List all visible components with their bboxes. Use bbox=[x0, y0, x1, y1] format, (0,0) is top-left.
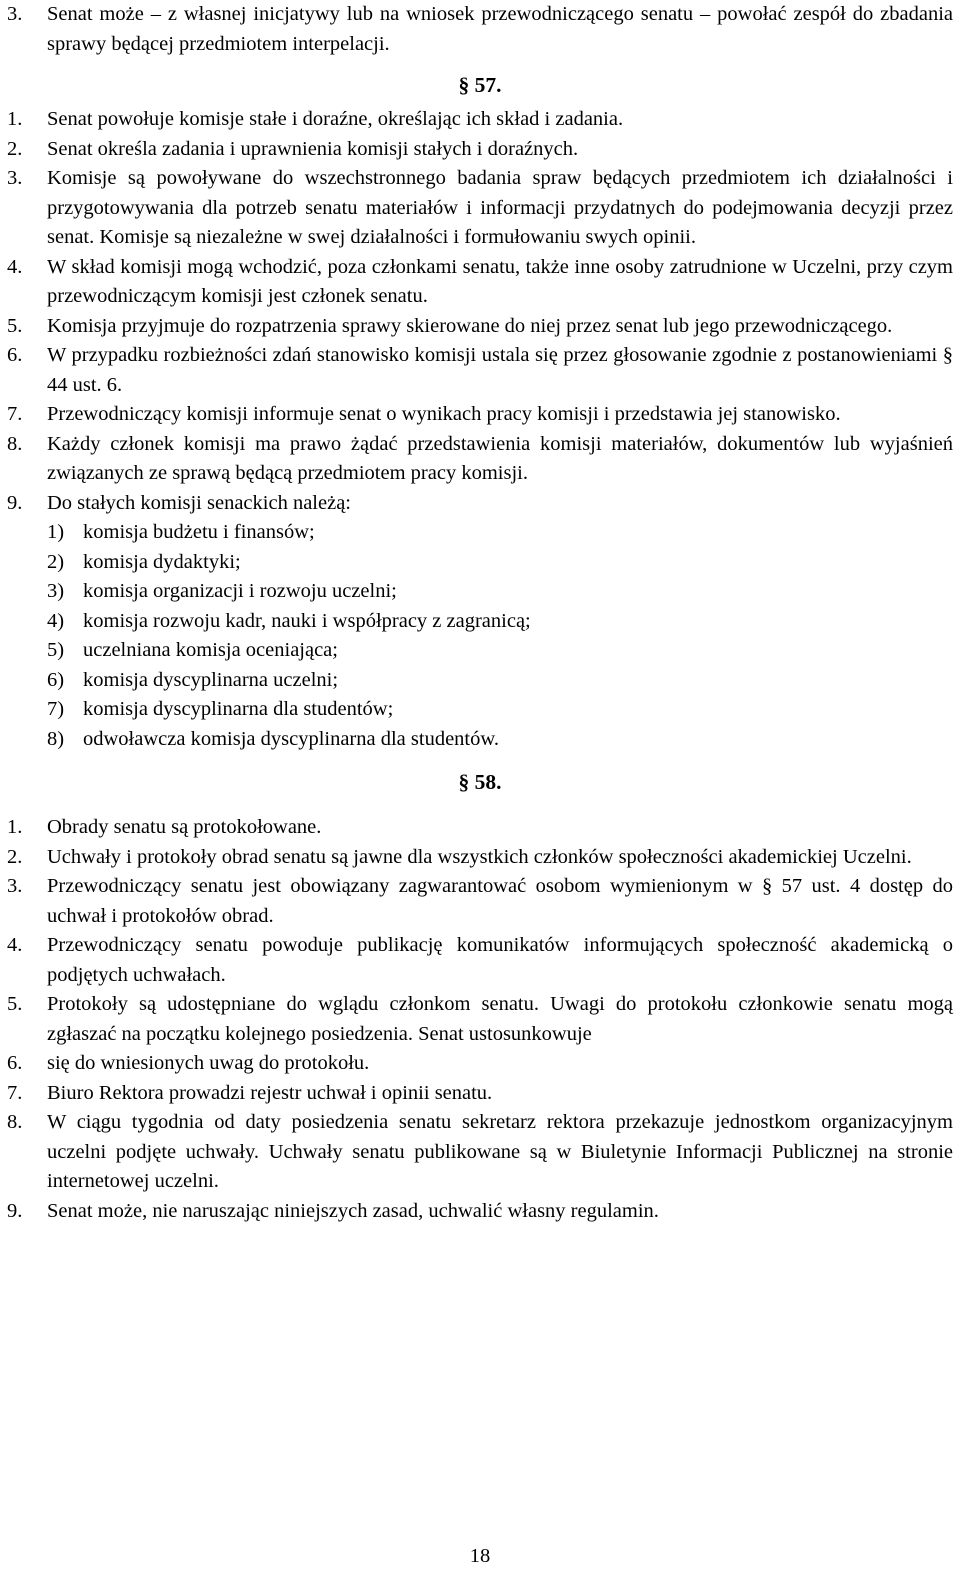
sub-item-number: 1) bbox=[47, 521, 65, 543]
item-number: 5. bbox=[7, 314, 23, 337]
item-text: Przewodniczący senatu jest obowiązany zagwarantować osobom wymienionym w § 57 ust. 4 dostęp do uchwał i protokołów obrad. bbox=[47, 875, 953, 927]
sub-list-item bbox=[7, 666, 953, 696]
list-item bbox=[7, 1049, 953, 1079]
list-item bbox=[7, 0, 953, 59]
item-text: Każdy członek komisji ma prawo żądać przedstawienia komisji materiałów, dokumentów lub wyjaśnień związanych ze sprawą będącą przedmiotem pracy komisji. bbox=[47, 432, 953, 484]
item-text: Senat może, nie naruszając niniejszych zasad, uchwalić własny regulamin. bbox=[47, 1199, 659, 1222]
list-item bbox=[7, 135, 953, 165]
item-text: Senat może – z własnej inicjatywy lub na wniosek przewodniczącego senatu – powołać zespół do zbadania sprawy będącej przedmiotem interpelacji. bbox=[47, 3, 953, 55]
list-item bbox=[7, 1197, 953, 1227]
list-item bbox=[7, 400, 953, 430]
sub-item-text: komisja organizacji i rozwoju uczelni; bbox=[83, 580, 397, 602]
list-item bbox=[7, 312, 953, 342]
item-text: Senat określa zadania i uprawnienia komisji stałych i doraźnych. bbox=[47, 137, 579, 160]
item-text: Do stałych komisji senackich należą: bbox=[47, 491, 351, 514]
list-item bbox=[7, 430, 953, 489]
sub-item-text: komisja budżetu i finansów; bbox=[83, 521, 315, 543]
item-number: 8. bbox=[7, 1111, 23, 1133]
sub-item-text: komisja rozwoju kadr, nauki i współpracy z zagranicą; bbox=[83, 609, 531, 632]
list-item bbox=[7, 253, 953, 312]
list-item bbox=[7, 813, 953, 843]
item-number: 5. bbox=[7, 993, 23, 1015]
sub-item-text: komisja dyscyplinarna uczelni; bbox=[83, 668, 339, 691]
sub-item-number: 4) bbox=[47, 609, 65, 632]
sub-list-item bbox=[7, 607, 953, 637]
sub-item-number: 2) bbox=[47, 550, 65, 573]
item-number: 3. bbox=[7, 167, 23, 189]
item-text: Przewodniczący senatu powoduje publikację komunikatów informujących społeczność akademicką o podjętych uchwałach. bbox=[47, 934, 953, 986]
item-text: Uchwały i protokoły obrad senatu są jawne dla wszystkich członków społeczności akademickiej Uczelni. bbox=[47, 845, 912, 868]
list-item bbox=[7, 105, 953, 135]
item-number: 2. bbox=[7, 845, 23, 868]
paragraph-heading-57: § 57. bbox=[458, 73, 502, 97]
item-number: 7. bbox=[7, 1081, 23, 1104]
list-item bbox=[7, 341, 953, 400]
list-item bbox=[7, 489, 953, 519]
item-number: 3. bbox=[7, 3, 23, 25]
list-item bbox=[7, 872, 953, 931]
item-text: Obrady senatu są protokołowane. bbox=[47, 816, 322, 838]
sub-item-number: 7) bbox=[47, 698, 65, 720]
sub-item-text: odwoławcza komisja dyscyplinarna dla studentów. bbox=[83, 727, 499, 750]
item-number: 1. bbox=[7, 816, 23, 838]
sub-item-text: komisja dydaktyki; bbox=[83, 550, 241, 573]
sub-list-item bbox=[7, 577, 953, 607]
page-number: 18 bbox=[469, 1545, 491, 1567]
item-text: W ciągu tygodnia od daty posiedzenia senatu sekretarz rektora przekazuje jednostkom organizacyjnym uczelni podjęte uchwały. Uchwały senatu publikowane są w Biuletynie Informacji Publicznej na stronie internetowej uczelni. bbox=[47, 1111, 953, 1192]
paragraph-heading-58: § 58. bbox=[458, 770, 502, 794]
sub-item-text: komisja dyscyplinarna dla studentów; bbox=[83, 698, 394, 720]
sub-list-item bbox=[7, 548, 953, 578]
list-item bbox=[7, 1079, 953, 1109]
sub-item-text: uczelniana komisja oceniająca; bbox=[83, 639, 338, 661]
item-text: Przewodniczący komisji informuje senat o wynikach pracy komisji i przedstawia jej stanowisko. bbox=[47, 403, 841, 425]
item-text: Komisja przyjmuje do rozpatrzenia sprawy skierowane do niej przez senat lub jego przewodniczącego. bbox=[47, 314, 893, 337]
item-number: 6. bbox=[7, 1052, 23, 1074]
item-text: W przypadku rozbieżności zdań stanowisko komisji ustala się przez głosowanie zgodnie z postanowieniami § 44 ust. 6. bbox=[47, 344, 953, 396]
list-item bbox=[7, 1108, 953, 1197]
item-text: Protokoły są udostępniane do wglądu członkom senatu. Uwagi do protokołu członkowie senatu mogą zgłaszać na początku kolejnego posiedzenia. Senat ustosunkowuje bbox=[47, 993, 953, 1045]
item-text: się do wniesionych uwag do protokołu. bbox=[47, 1052, 370, 1074]
item-number: 4. bbox=[7, 255, 23, 278]
item-number: 1. bbox=[7, 108, 23, 130]
sub-list-item bbox=[7, 636, 953, 666]
item-text: Komisje są powoływane do wszechstronnego badania spraw będących przedmiotem ich działalności i przygotowywania dla potrzeb senatu materiałów i informacji przydatnych do podejmowania decyzji przez senat. Komisje są niezależne w swej działalności i formułowaniu swych opinii. bbox=[47, 167, 953, 248]
list-item bbox=[7, 843, 953, 873]
item-number: 6. bbox=[7, 344, 23, 366]
item-number: 7. bbox=[7, 403, 23, 425]
sub-item-number: 3) bbox=[47, 580, 65, 602]
sub-list-item bbox=[7, 695, 953, 725]
item-text: Biuro Rektora prowadzi rejestr uchwał i opinii senatu. bbox=[47, 1081, 493, 1104]
sub-item-number: 5) bbox=[47, 639, 65, 661]
item-number: 9. bbox=[7, 1199, 23, 1222]
list-item bbox=[7, 990, 953, 1049]
item-number: 9. bbox=[7, 491, 23, 514]
item-number: 4. bbox=[7, 934, 23, 956]
item-text: Senat powołuje komisje stałe i doraźne, określając ich skład i zadania. bbox=[47, 108, 624, 130]
sub-list-item bbox=[7, 518, 953, 548]
sub-item-number: 6) bbox=[47, 668, 65, 691]
list-item bbox=[7, 164, 953, 253]
document-page bbox=[7, 0, 953, 1226]
item-number: 8. bbox=[7, 432, 23, 455]
item-number: 2. bbox=[7, 137, 23, 160]
sub-item-number: 8) bbox=[47, 727, 65, 750]
item-text: W skład komisji mogą wchodzić, poza członkami senatu, także inne osoby zatrudnione w Uczelni, przy czym przewodniczącym komisji jest członek senatu. bbox=[47, 255, 953, 307]
item-number: 3. bbox=[7, 875, 23, 897]
list-item bbox=[7, 931, 953, 990]
sub-list-item bbox=[7, 725, 953, 755]
